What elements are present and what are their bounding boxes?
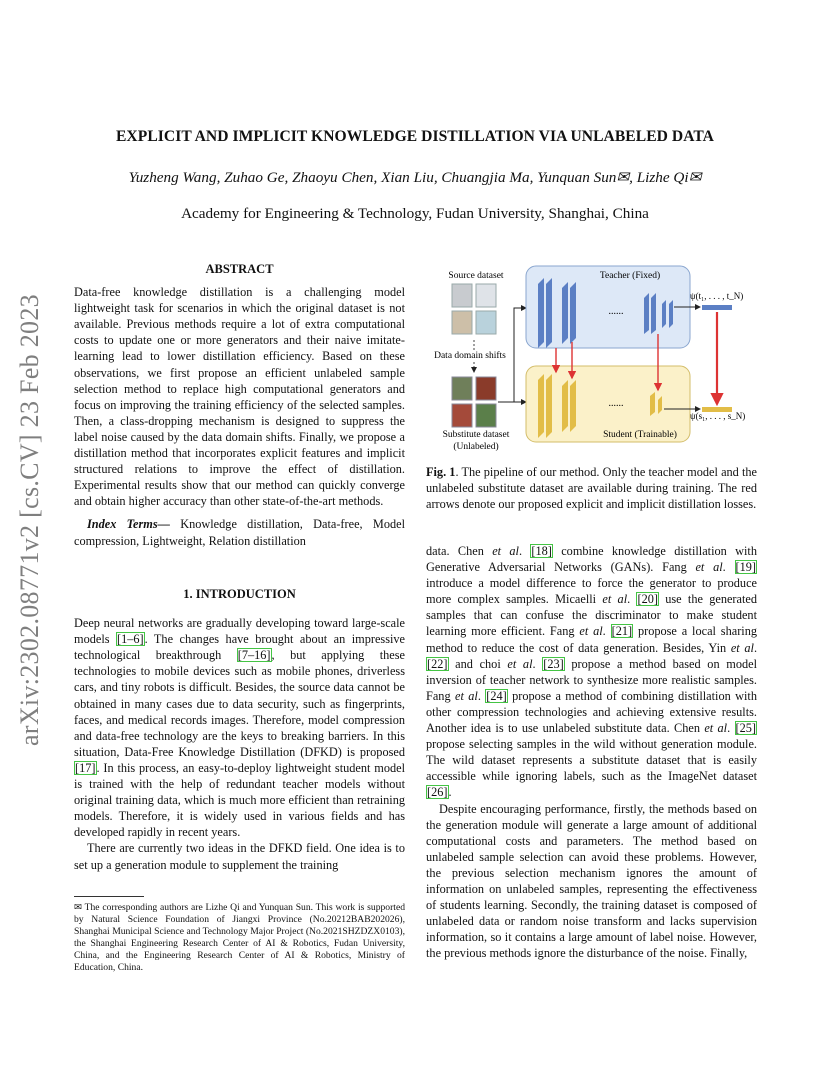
figure-pipeline — [426, 262, 761, 458]
teacher-label: Teacher (Fixed) — [599, 271, 661, 281]
citation-link[interactable]: [25] — [735, 721, 756, 736]
citation-link[interactable]: [7–16] — [237, 648, 271, 663]
affiliation: Academy for Engineering & Technology, Fudan University, Shanghai, China — [181, 205, 649, 222]
arxiv-identifier-text: arXiv:2302.08771v2 [cs.CV] 23 Feb 2023 — [15, 294, 44, 746]
citation-link[interactable]: [1–6] — [116, 632, 144, 647]
citation-link[interactable]: [26] — [427, 785, 448, 800]
paper-title: EXPLICIT AND IMPLICIT KNOWLEDGE DISTILLATION VIA UNLABELED DATA — [115, 128, 714, 145]
footnote-rule — [74, 896, 144, 897]
figure-caption — [426, 464, 757, 512]
citation-link[interactable]: [19] — [735, 560, 756, 575]
motivation-paragraph: Despite encouraging performance, firstly, the methods based on the generation module will generate a large amount of additional computational costs and parameters. The method based on unlabeled sample selection can avoid these problems. However, the previous selection mechanism ignores the amount of information on unlabeled samples, representing the effectiveness of students learning. Secondly, the training dataset is composed of unlabeled data or random noise transform and lacks supervision information, so it contains a large amount of label noise. However, the previous methods ignore the disturbance of the noise. Finally, — [426, 801, 757, 961]
related-work-paragraph: data. Chen et al. [18] combine knowledge distillation with Generative Adversarial Networks (GANs). Fang et al. [19] introduce a model difference to force the generator to produce more complex samples. Micaelli et al. [20] use the generated samples that can confuse the discriminator to make student learning more efficient. Fang et al. [21] propose a local sharing method to reduce the cost of data generation. Besides, Yin et al. [22] and choi et al. [23] propose a method based on model inversion of teacher network to synthesize more realistic samples. Fang et al. [24] propose a method of combining distillation with other compression technologies and achieving extensive results. Another idea is to use unlabeled substitute data. Chen et al. [25] propose selecting samples in the wild without generation module. The wild dataset represents a substitute dataset that is easily accessible while ignoring labels, such as the ImageNet dataset [26]. — [426, 544, 758, 800]
citation-link[interactable]: [24] — [486, 688, 507, 703]
unlabeled-label: (Unlabeled) — [453, 442, 499, 452]
index-terms-text: Knowledge distillation, Data-free, Model compression, Lightweight, Relation distillation — [74, 517, 405, 548]
citation-link[interactable]: [17] — [75, 760, 96, 775]
domain-shift-label: Data domain shifts — [434, 351, 506, 361]
index-terms-label: Index Terms— — [87, 517, 170, 532]
student-label: Student (Trainable) — [603, 430, 677, 440]
author-list: Yuzheng Wang, Zuhao Ge, Zhaoyu Chen, Xian Liu, Chuangjia Ma, Yunquan Sun✉, Lizhe Qi✉ — [128, 169, 702, 186]
right-column-text — [426, 543, 757, 961]
footnote: ✉ The corresponding authors are Lizhe Qi and Yunquan Sun. This work is supported by Natural Science Foundation of Jiangxi Province (No.20212BAB202026), Shanghai Municipal Science and Technology Major Project (No.2021SHZDZX0103), the Shanghai Engineering Research Center of AI & Robotics, Fudan University, China, and the Engineering Research Center of AI & Robotics, Ministry of Education, China. — [74, 902, 405, 974]
substitute-dataset-label: Substitute dataset — [442, 430, 510, 440]
citation-link[interactable]: [23] — [543, 656, 564, 671]
abstract-heading: ABSTRACT — [205, 262, 274, 276]
index-terms — [74, 516, 405, 548]
abstract-text: Data-free knowledge distillation is a challenging model lightweight task for scenarios in which the original dataset is not available. Previous methods require a lot of extra computational costs to update one or more generators and their naive imitate-learning lead to lower distillation efficiency. Based on these observations, we first propose an efficient unlabeled sample selection method to replace high computational generators and focus on improving the training efficiency of the selected samples. Then, a class-dropping mechanism is designed to suppress the label noise caused by the data domain shifts. Finally, we propose a distillation method that incorporates explicit features and implicit structured relations to improve the effect of distillation. Experimental results show that our method can quickly converge and obtain higher accuracy than other state-of-the-art methods. — [74, 285, 405, 509]
source-dataset-images — [452, 284, 496, 334]
intro-paragraph-1: Deep neural networks are gradually developing toward large-scale models [1–6]. The changes have brought about an impressive technological breakthrough [7–16], but applying these technologies to mobile devices such as mobile phones, driverless cars, and tiny robots is difficult. Besides, the source data cannot be obtained in many cases due to data security, such as fingerprints, faces, and medical records images. Therefore, model compression and data-free technology are the keys to breaking barriers. In this situation, Data-Free Knowledge Distillation (DFKD) is proposed [17]. In this process, an easy-to-deploy lightweight student model is trained with the help of redundant teacher models without original training data, which is much more efficient than retraining models. Therefore, it is widely used in various fields and has developed rapidly in recent years. — [74, 616, 406, 840]
psi-teacher-label: ψ(t₁, . . . , t_N) — [690, 291, 744, 301]
citation-link[interactable]: [21] — [611, 624, 633, 639]
abstract-section — [74, 261, 405, 549]
citation-link[interactable]: [20] — [637, 592, 658, 607]
intro-paragraph-2: There are currently two ideas in the DFKD field. One idea is to set up a generation module to supplement the training — [74, 841, 405, 872]
psi-student-label: ψ(s₁, . . . , s_N) — [690, 411, 746, 421]
citation-link[interactable]: [18] — [531, 544, 552, 558]
figure-label: Fig. 1 — [426, 465, 456, 479]
substitute-dataset-images — [452, 377, 496, 427]
student-ellipsis: ...... — [608, 398, 624, 409]
teacher-ellipsis: ...... — [608, 306, 624, 317]
arxiv-identifier — [10, 280, 50, 760]
citation-link[interactable]: [22] — [427, 656, 448, 671]
introduction-section — [74, 586, 405, 873]
teacher-output — [702, 305, 732, 310]
introduction-heading: 1. INTRODUCTION — [183, 587, 296, 601]
figure-caption-text: . The pipeline of our method. Only the teacher model and the unlabeled substitute dataset are available during training. The red arrows denote our proposed explicit and implicit distillation losses. — [426, 465, 757, 512]
source-dataset-label: Source dataset — [448, 271, 504, 281]
